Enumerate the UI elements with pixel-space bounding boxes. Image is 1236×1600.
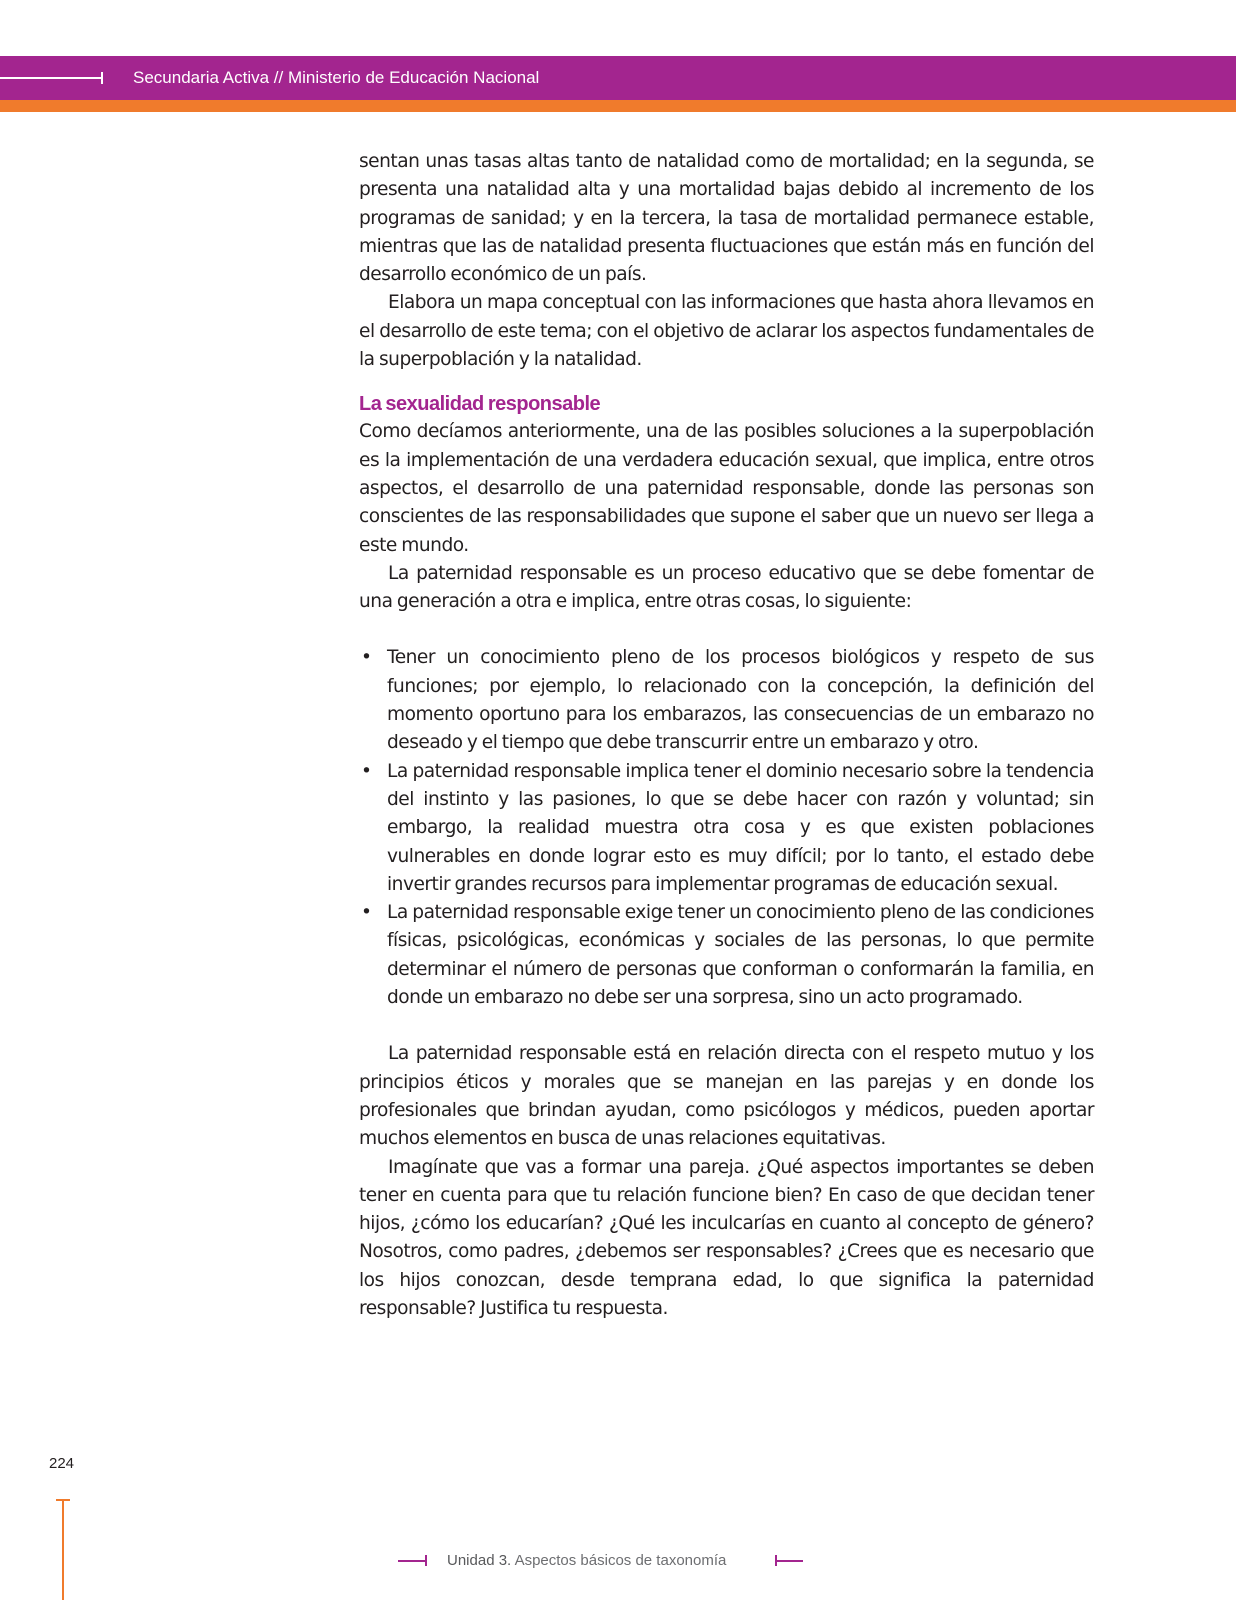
list-item-text: La paternidad responsable exige tener un conocimiento pleno de las condiciones físicas, psicológicas, económicas y sociales de las personas, lo que permite determinar el número de personas que conforman o conformarán la familia, en donde un embarazo no debe ser una sorpresa, sino un acto programado. (387, 902, 1094, 1009)
page-number: 224 (49, 1455, 75, 1472)
section-heading: La sexualidad responsable (359, 393, 601, 416)
list-item (359, 758, 1094, 899)
paragraph: sentan unas tasas altas tanto de natalidad como de mortalidad; en la segunda, se presenta una natalidad alta y una mortalidad bajas debido al incremento de los programas de sanidad; y en la tercera, la tasa de mortalidad permanece estable, mientras que las de natalidad presenta fluctuaciones que están más en función del desarrollo económico de un país. (359, 151, 1094, 286)
bullet-icon: • (361, 760, 372, 782)
list-item (359, 899, 1094, 1012)
paragraph: La paternidad responsable es un proceso educativo que se debe fomentar de una generación a otra e implica, entre otras cosas, lo siguiente: (359, 562, 1094, 613)
bullet-icon: • (361, 647, 372, 669)
spacer (359, 1012, 1094, 1040)
paragraph: Como decíamos anteriormente, una de las posibles soluciones a la superpoblación es la implementación de una verdadera educación sexual, que implica, entre otros aspectos, el desarrollo de una paternidad responsable, donde las personas son conscientes de las responsabilidades que supone el saber que un nuevo ser llega a este mundo. (359, 421, 1094, 556)
footer-left-rule (398, 1560, 426, 1562)
bullet-list (359, 644, 1094, 1012)
footer-caption (447, 1552, 726, 1569)
side-rule-tick (56, 1499, 70, 1501)
header-rule-tick (101, 72, 103, 84)
side-rule (62, 1499, 64, 1600)
main-text (359, 148, 1094, 1323)
spacer (359, 616, 1094, 644)
header-rule (0, 77, 102, 79)
paragraph: La paternidad responsable está en relación directa con el respeto mutuo y los principios éticos y morales que se manejan en las parejas y en donde los profesionales que brindan ayudan, como psicólogos y médicos, pueden aportar muchos elementos en busca de unas relaciones equitativas. (359, 1043, 1094, 1150)
footer-left-tick (425, 1555, 427, 1566)
list-item-text: La paternidad responsable implica tener el dominio necesario sobre la tendencia del instinto y las pasiones, lo que se debe hacer con razón y voluntad; sin embargo, la realidad muestra otra cosa y es que existen poblaciones vulnerables en donde lograr esto es muy difícil; por lo tanto, el estado debe invertir grandes recursos para implementar programas de educación sexual. (387, 760, 1094, 895)
header-title: Secundaria Activa // Ministerio de Educación Nacional (133, 68, 540, 87)
header-accent-stripe (0, 100, 1236, 112)
footer-right-rule (775, 1560, 803, 1562)
paragraph: Elabora un mapa conceptual con las informaciones que hasta ahora llevamos en el desarrollo de este tema; con el objetivo de aclarar los aspectos fundamentales de la superpoblación y la natalidad. (359, 292, 1094, 371)
footer-title: Aspectos básicos de taxonomía (514, 1552, 727, 1569)
footer-right-tick (775, 1555, 777, 1566)
list-item-text: Tener un conocimiento pleno de los procesos biológicos y respeto de sus funciones; por ejemplo, lo relacionado con la concepción, la definición del momento oportuno para los embarazos, las consecuencias de un embarazo no deseado y el tiempo que debe transcurrir entre un embarazo y otro. (387, 647, 1094, 754)
bullet-icon: • (361, 902, 372, 924)
paragraph: Imagínate que vas a formar una pareja. ¿Qué aspectos importantes se deben tener en cuenta para que tu relación funcione bien? En caso de que decidan tener hijos, ¿cómo los educarían? ¿Qué les inculcarías en cuanto al concepto de género? Nosotros, como padres, ¿debemos ser responsables? ¿Crees que es necesario que los hijos conozcan, desde temprana edad, lo que significa la paternidad responsable? Justifica tu respuesta. (359, 1156, 1094, 1319)
list-item (359, 644, 1094, 757)
footer-unit: Unidad 3. (447, 1552, 512, 1569)
